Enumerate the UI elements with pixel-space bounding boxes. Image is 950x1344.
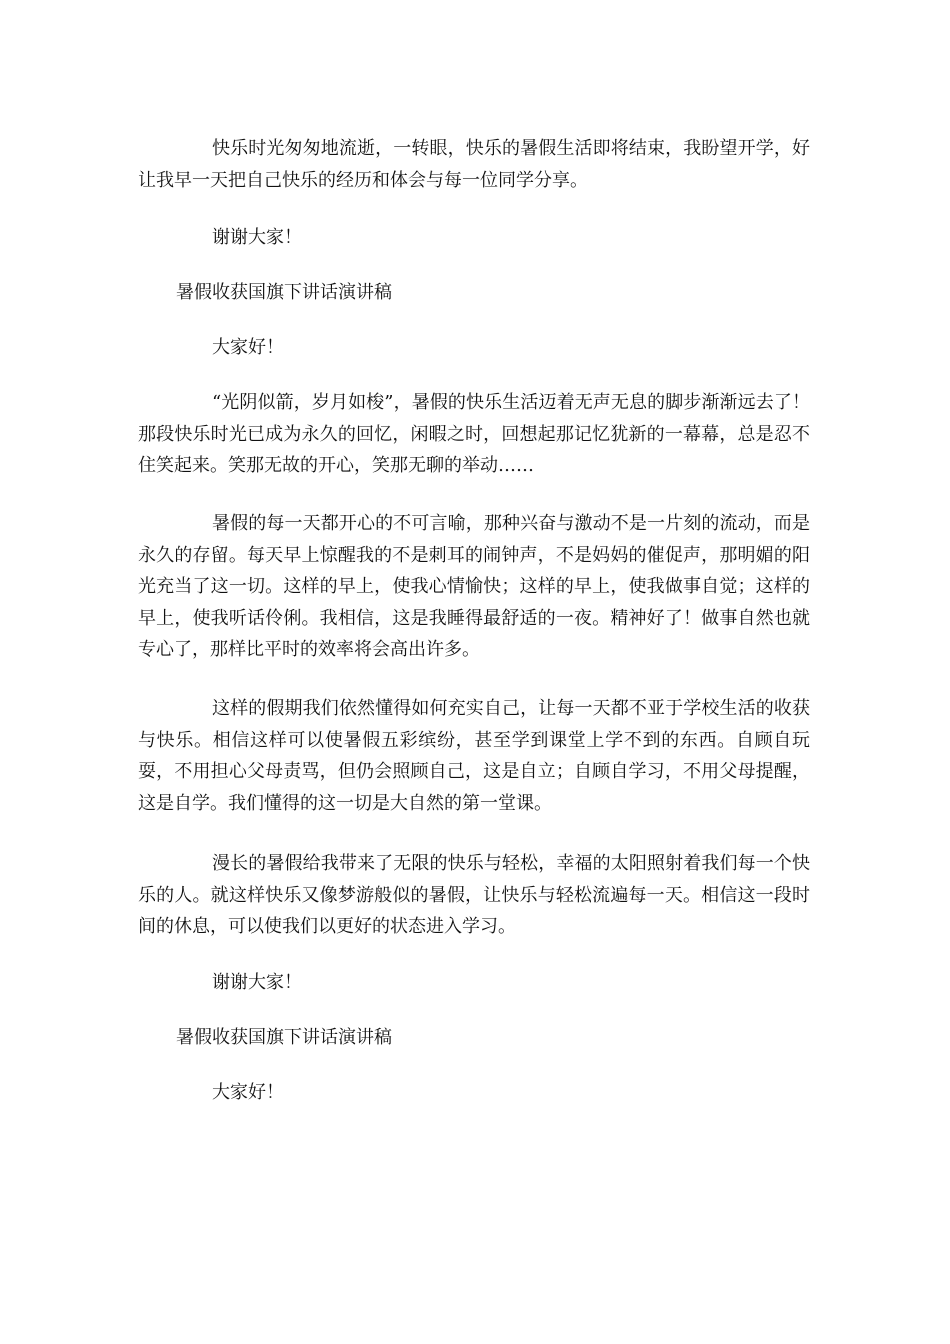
- speech-title-1: 暑假收获国旗下讲话演讲稿: [176, 282, 392, 303]
- paragraph-time-flies: “光阴似箭，岁月如梭”，暑假的快乐生活迈着无声无息的脚步渐渐远去了！那段快乐时光已成为永久的回忆，闲暇之时，回想起那记忆犹新的一幕幕，总是忍不住笑起来。笑那无故的开心，笑那无聊的举动……: [138, 392, 810, 476]
- greeting-line-2: 大家好！: [212, 1082, 284, 1103]
- paragraph-long-summer: 漫长的暑假给我带来了无限的快乐与轻松，幸福的太阳照射着我们每一个快乐的人。就这样快乐又像梦游般似的暑假，让快乐与轻松流遍每一天。相信这一段时间的休息，可以使我们以更好的状态进入学习。: [138, 853, 810, 937]
- greeting-line-1: 大家好！: [212, 337, 284, 358]
- speech-title-2: 暑假收获国旗下讲话演讲稿: [176, 1027, 392, 1048]
- paragraph-holiday-enrich: 这样的假期我们依然懂得如何充实自己，让每一天都不亚于学校生活的收获与快乐。相信这样可以使暑假五彩缤纷，甚至学到课堂上学不到的东西。自顾自玩耍，不用担心父母责骂，但仍会照顾自己，这是自立；自顾自学习，不用父母提醒，这是自学。我们懂得的这一切是大自然的第一堂课。: [138, 698, 810, 814]
- thanks-line-2: 谢谢大家！: [212, 972, 302, 993]
- thanks-line-1: 谢谢大家！: [212, 227, 302, 248]
- paragraph-closing-reflection: 快乐时光匆匆地流逝，一转眼，快乐的暑假生活即将结束，我盼望开学，好让我早一天把自己快乐的经历和体会与每一位同学分享。: [138, 138, 810, 191]
- paragraph-every-day: 暑假的每一天都开心的不可言喻，那种兴奋与激动不是一片刻的流动，而是永久的存留。每天早上惊醒我的不是刺耳的闹钟声，不是妈妈的催促声，那明媚的阳光充当了这一切。这样的早上，使我心情愉快；这样的早上，使我做事自觉；这样的早上，使我听话伶俐。我相信，这是我睡得最舒适的一夜。精神好了！做事自然也就专心了，那样比平时的效率将会高出许多。: [138, 513, 810, 660]
